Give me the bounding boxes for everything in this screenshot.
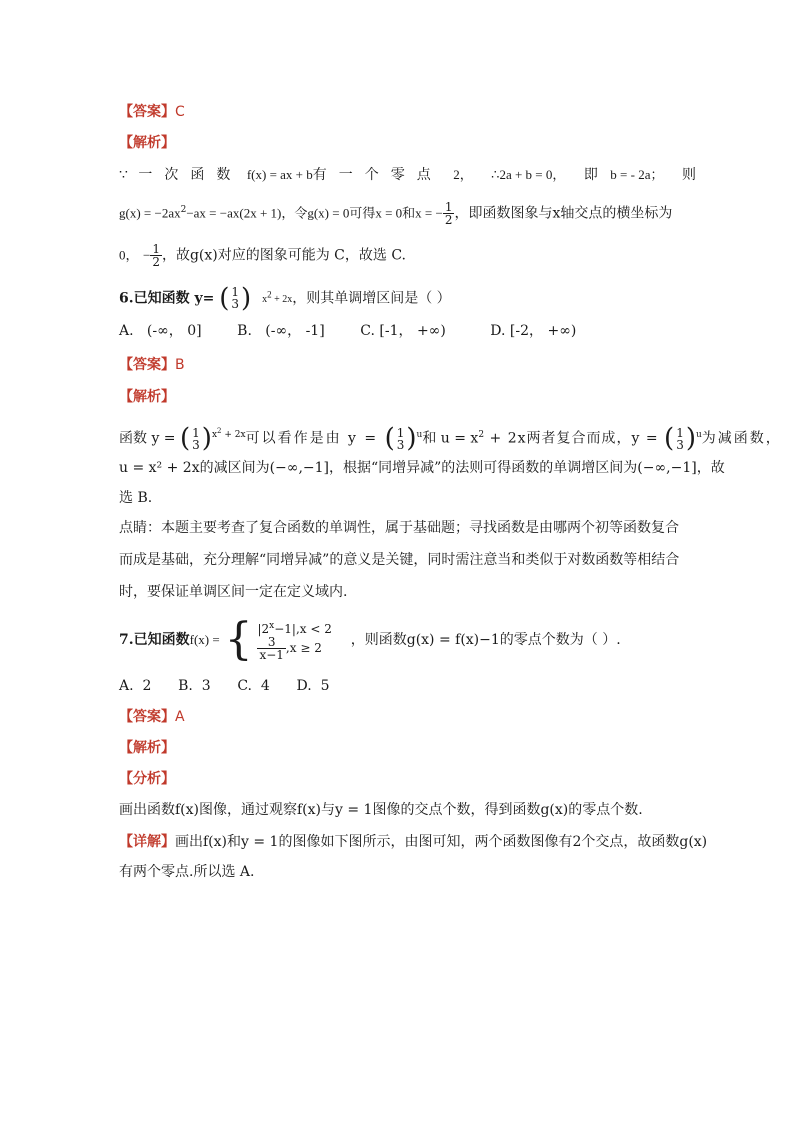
- q7-options: A. 2 B. 3 C. 4 D. 5: [119, 678, 330, 694]
- fraction: 1 3: [396, 425, 405, 452]
- q7-analysis-tag: 【解析】: [119, 740, 175, 756]
- piece-2: $\frac{3}{x-1}$ ,x ≥ 2: [259, 635, 322, 662]
- answer-tag: 【答案】: [119, 104, 175, 120]
- q6-note-line-3: 时，要保证单调区间一定在定义域内.: [119, 584, 348, 600]
- q6-note-line-2: 而成是基础，充分理解“同增异减”的意义是关键，同时需注意当和类似于对数函数等相结合: [119, 552, 680, 568]
- q7-fenxi-text: 画出函数f(x)图像，通过观察f(x)与y = 1图像的交点个数，得到函数g(x)的零点个数.: [119, 802, 643, 818]
- fraction: 1 3: [192, 425, 200, 452]
- q5-solution-line-1: ∵ 一次函数 f(x) = ax + b有一个零点 2， ∴2a + b = 0， 即 b = - 2a； 则: [119, 167, 696, 183]
- q5-analysis-tag: [119, 133, 175, 153]
- q7-fenxi-tag: 【分析】: [119, 771, 175, 787]
- q5-solution-line-2: $g(x) = -2ax^2-ax = -ax(2x + 1)$，令g(x) = 0可得x = 0和x = − $\frac{1}{2}$ ，即函数图象与x轴交点的横坐标为: [119, 200, 673, 228]
- q6-note-line-1: 点睛：本题主要考查了复合函数的单调性，属于基础题；寻找函数是由哪两个初等函数复合: [119, 520, 679, 536]
- answer-value: C: [175, 104, 185, 120]
- q6-solution-line-1: 函数 y = ( 1 3 )$^{x^2 + 2x}$可以看作是由 y = ( 1 3 )$^u$和 $u = x^2 + 2x$两者复合而成，y = ( 1 3 )$^u$为减函数，: [119, 423, 782, 454]
- q5-solution-line-3: 0， − $\frac{1}{2}$ ，故g(x)对应的图象可能为 C，故选 C.: [119, 242, 407, 269]
- fraction: $\frac{3}{x-1}$: [259, 635, 284, 662]
- fraction: 1 3: [231, 285, 240, 312]
- q5-answer-line: [119, 102, 185, 122]
- q6-solution-line-2: u = x² + 2x的减区间为(−∞,−1]，根据“同增异减”的法则可得函数的单调增区间为(−∞,−1]，故: [119, 460, 725, 476]
- q7-answer-line: 【答案】A: [119, 709, 185, 725]
- piece-1: $|2^x-1|,x < 2$: [257, 621, 332, 636]
- q6-solution-line-3: 选 B.: [119, 490, 153, 506]
- q6-options: A. (-∞， 0] B. (-∞， -1] C. [-1， +∞) D. [-2， +∞): [119, 323, 577, 339]
- q7-stem: 7.已知函数f(x) = { $|2^x-1|,x < 2$ $\frac{3}{x-1}$ ,x ≥ 2 ，则函数g(x) = f(x)−1的零点个数为（ ）.: [119, 614, 621, 665]
- piecewise-cases: [257, 619, 331, 661]
- fraction: $\frac{1}{2}$: [444, 200, 453, 228]
- fraction: 1 3: [676, 425, 684, 452]
- fraction: $\frac{1}{2}$: [152, 242, 160, 269]
- q6-analysis-tag: 【解析】: [119, 389, 175, 405]
- q6-answer-line: 【答案】B: [119, 357, 185, 373]
- q7-detail-line-1: 【详解】画出f(x)和y = 1的图像如下图所示，由图可知，两个函数图像有2个交点，故函数g(x): [119, 834, 708, 850]
- q7-detail-line-2: 有两个零点.所以选 A.: [119, 864, 255, 880]
- q6-stem: 6.已知函数 y= ( 1 3 ) $x^2 + 2x$，则其单调增区间是（ ）: [119, 283, 451, 314]
- analysis-tag: 【解析】: [119, 135, 175, 151]
